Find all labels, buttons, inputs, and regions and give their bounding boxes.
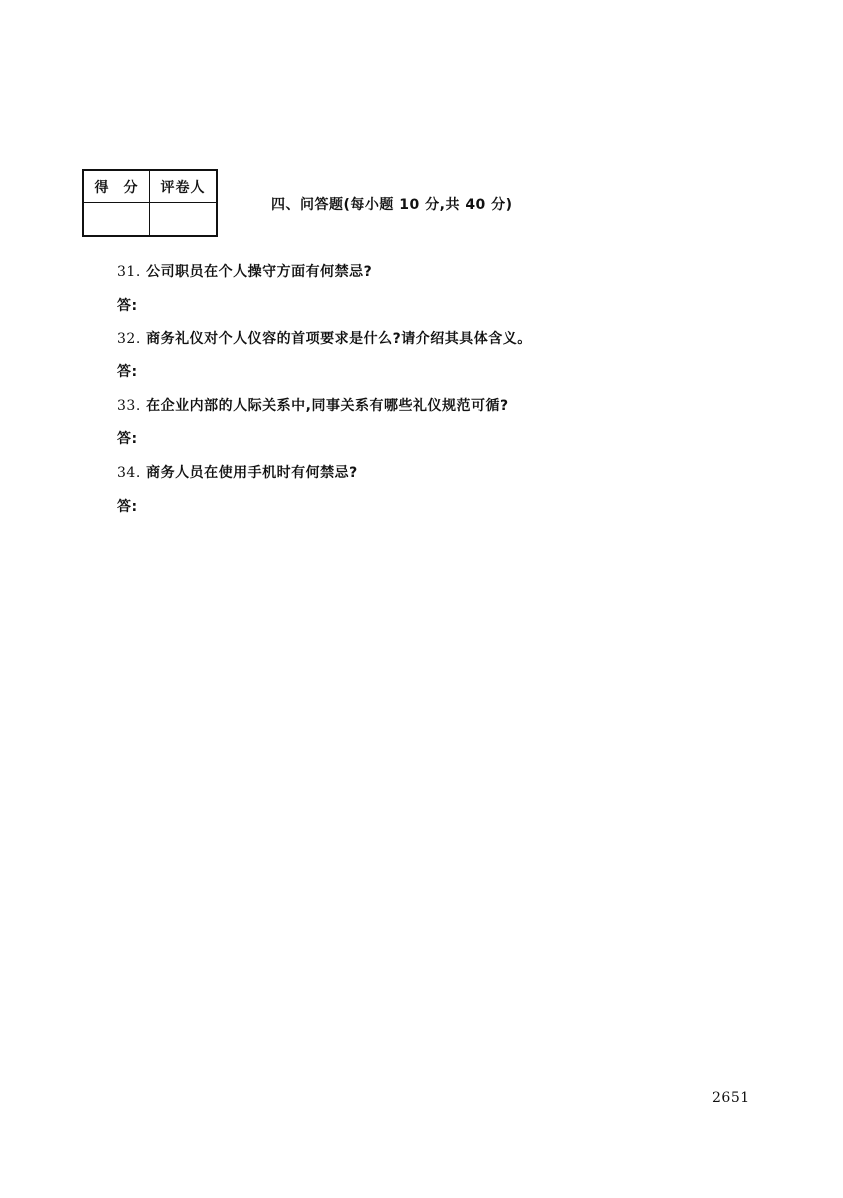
question-32 — [117, 328, 532, 348]
answer-label-32: 答: — [117, 364, 138, 380]
answer-label-34: 答: — [117, 499, 138, 515]
question-number: 34. — [117, 465, 141, 481]
score-table — [82, 169, 218, 237]
question-text: 商务礼仪对个人仪容的首项要求是什么?请介绍其具体含义。 — [146, 331, 532, 347]
question-text: 在企业内部的人际关系中,同事关系有哪些礼仪规范可循? — [146, 398, 509, 414]
page-number: 2651 — [712, 1090, 750, 1106]
question-33 — [117, 395, 509, 415]
grader-header: 评卷人 — [150, 171, 216, 203]
grader-entry-cell[interactable] — [150, 203, 216, 235]
answer-label-31: 答: — [117, 298, 138, 314]
question-number: 31. — [117, 264, 141, 280]
score-entry-cell[interactable] — [84, 203, 150, 235]
score-label-char-1: 得 — [94, 179, 110, 196]
score-label-char-2: 分 — [123, 179, 139, 196]
question-number: 32. — [117, 331, 141, 347]
question-34 — [117, 462, 358, 482]
question-text: 公司职员在个人操守方面有何禁忌? — [146, 264, 373, 280]
section-title: 四、问答题(每小题 10 分,共 40 分) — [271, 197, 513, 213]
question-number: 33. — [117, 398, 141, 414]
question-text: 商务人员在使用手机时有何禁忌? — [146, 465, 358, 481]
score-header — [84, 171, 150, 203]
answer-label-33: 答: — [117, 431, 138, 447]
question-31 — [117, 261, 372, 281]
